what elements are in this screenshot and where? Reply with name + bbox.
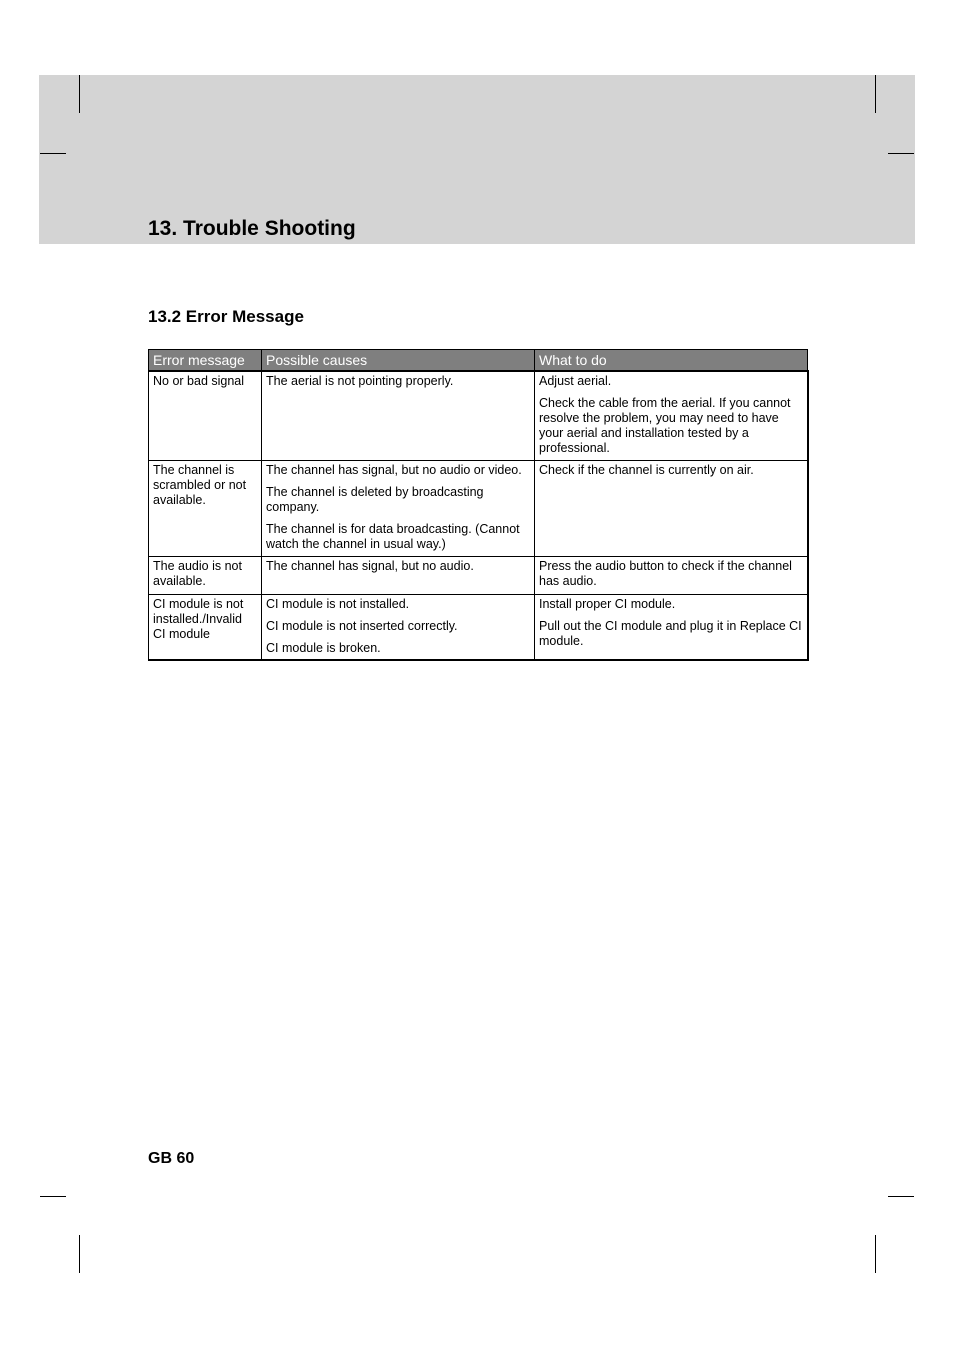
actions-cell (535, 371, 808, 460)
cause-text: The channel is for data broadcasting. (Cannot watch the channel in usual way.) (266, 521, 520, 551)
cause-text: The aerial is not pointing properly. (266, 374, 454, 388)
error-cell (149, 594, 262, 660)
crop-mark (875, 1235, 876, 1273)
crop-mark (875, 75, 876, 113)
error-text: No or bad signal (153, 374, 245, 388)
causes-cell (262, 556, 535, 594)
actions-cell (535, 556, 808, 594)
error-message-table (148, 349, 809, 661)
actions-cell (535, 594, 808, 660)
error-cell (149, 371, 262, 460)
crop-mark (888, 1196, 914, 1197)
causes-cell (262, 371, 535, 460)
table-row (149, 371, 808, 460)
error-text: The audio is not available. (153, 558, 242, 588)
crop-mark (40, 1196, 66, 1197)
cause-text: The channel has signal, but no audio. (266, 558, 474, 573)
action-text: Press the audio button to check if the channel has audio. (539, 558, 792, 588)
table-header-row (149, 350, 808, 372)
cause-text: CI module is broken. (266, 640, 381, 655)
crop-mark (79, 75, 80, 113)
action-text: Adjust aerial. (539, 374, 612, 388)
crop-mark (79, 1235, 80, 1273)
section-title: 13.2 Error Message (148, 307, 304, 326)
error-text: The channel is scrambled or not available. (153, 462, 247, 507)
crop-mark (40, 153, 66, 154)
action-text: Check the cable from the aerial. If you cannot resolve the problem, you may need to have your aerial and installation tested by a professional. (539, 396, 791, 455)
actions-cell (535, 460, 808, 556)
cause-text: The channel has signal, but no audio or video. (266, 462, 522, 477)
causes-cell (262, 594, 535, 660)
cause-text: The channel is deleted by broadcasting company. (266, 484, 484, 514)
cause-text: CI module is not installed. (266, 596, 410, 611)
action-text: Pull out the CI module and plug it in Replace CI module. (539, 618, 802, 648)
action-text: Check if the channel is currently on air. (539, 462, 754, 477)
column-header: Possible causes (262, 350, 535, 372)
causes-cell (262, 460, 535, 556)
chapter-title: 13. Trouble Shooting (148, 217, 356, 240)
cause-text: CI module is not inserted correctly. (266, 618, 458, 633)
error-cell (149, 460, 262, 556)
error-text: CI module is not installed./Invalid CI module (153, 596, 244, 641)
page-number: GB 60 (148, 1150, 195, 1167)
column-header: Error message (149, 350, 262, 372)
table-row (149, 460, 808, 556)
column-header: What to do (535, 350, 808, 372)
table-row (149, 594, 808, 660)
crop-mark (888, 153, 914, 154)
action-text: Install proper CI module. (539, 596, 676, 611)
error-cell (149, 556, 262, 594)
table-row (149, 556, 808, 594)
